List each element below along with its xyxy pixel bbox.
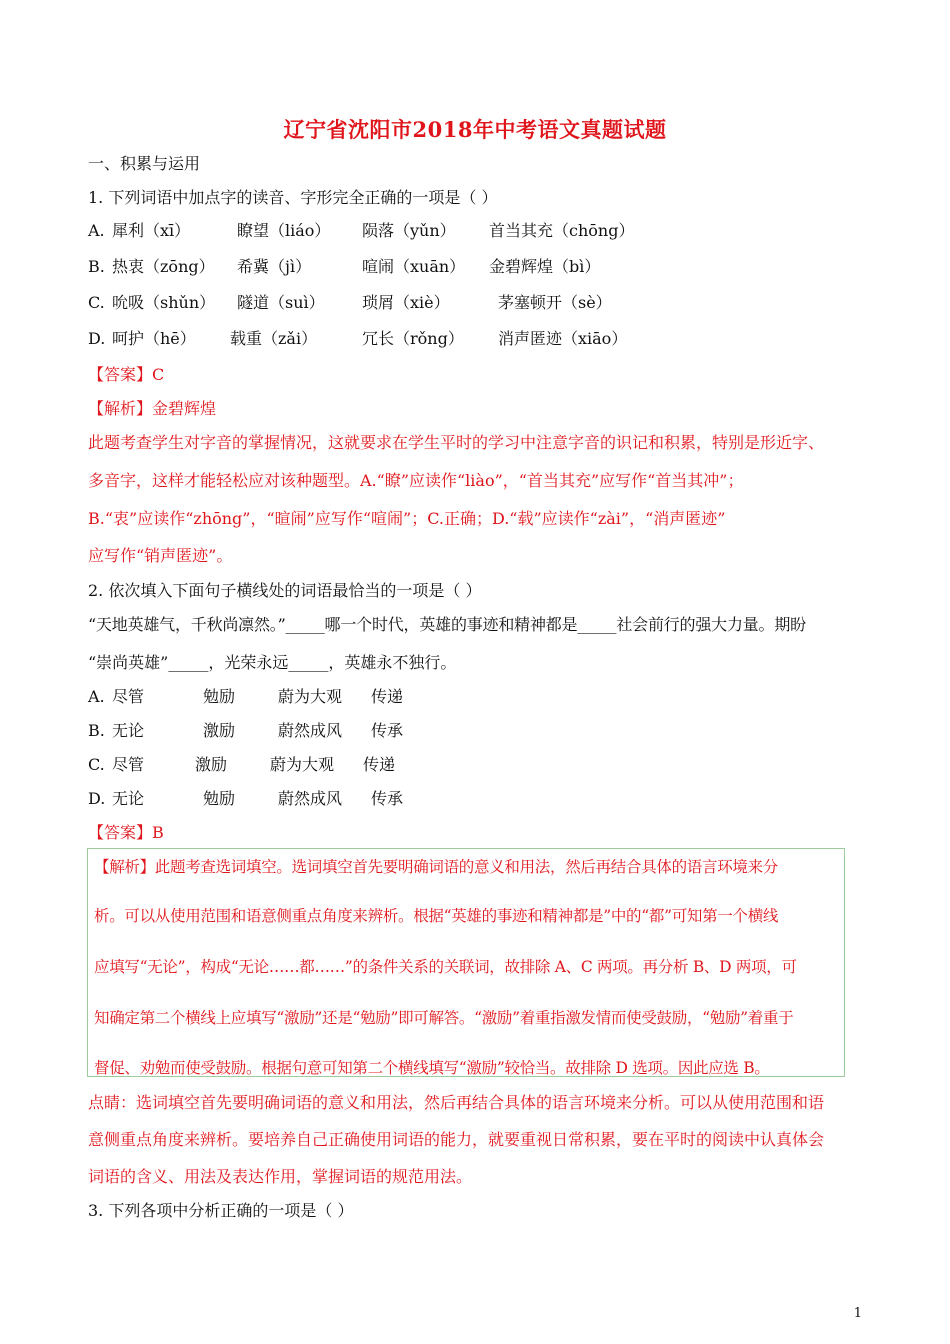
option-item: 冗长（rǒng） (362, 329, 464, 348)
question-1-answer: 【答案】C (88, 365, 165, 384)
option-item: 喧闹（xuān） (362, 257, 466, 276)
question-2-option-b (88, 720, 688, 742)
analysis-line: 应写作“销声匿迹”。 (88, 546, 233, 565)
option-item: 载重（zǎi） (230, 329, 318, 348)
option-item: 瞭望（liáo） (237, 221, 331, 240)
option-label: C. (88, 755, 105, 774)
option-item: 勉励 (203, 789, 236, 808)
question-1-option-d (88, 328, 788, 350)
option-item: 琐屑（xiè） (362, 293, 450, 312)
question-1-analysis-heading: 【解析】金碧辉煌 (88, 399, 217, 418)
option-item: 传递 (371, 687, 404, 706)
option-item: 尽管 (112, 687, 145, 706)
option-item: 传承 (371, 789, 404, 808)
analysis-box-line: 【解析】此题考查选词填空。选词填空首先要明确词语的意义和用法，然后再结合具体的语言环境来分 (94, 858, 779, 876)
option-item: 隧道（suì） (237, 293, 325, 312)
document-title: 辽宁省沈阳市2018年中考语文真题试题 (283, 117, 667, 142)
option-item: 陨落（yǔn） (362, 221, 456, 240)
section-heading: 一、积累与运用 (88, 154, 201, 173)
option-item: 消声匿迹（xiāo） (498, 329, 628, 348)
option-item: 蔚然成风 (278, 789, 343, 808)
option-item: 蔚为大观 (278, 687, 343, 706)
option-label: B. (88, 257, 105, 276)
option-item: 热衷（zōng） (112, 257, 215, 276)
option-item: 呵护（hē） (112, 329, 196, 348)
tip-line: 词语的含义、用法及表达作用，掌握词语的规范用法。 (88, 1167, 473, 1186)
question-1-option-b (88, 256, 788, 278)
analysis-box-line: 知确定第二个横线上应填写“激励”还是“勉励”即可解答。“激励”着重指激发情而使受鼓励，“勉励”着重于 (94, 1009, 794, 1027)
option-item: 传递 (363, 755, 396, 774)
option-label: D. (88, 329, 106, 348)
page-number: 1 (853, 1306, 862, 1321)
option-item: 蔚为大观 (270, 755, 335, 774)
analysis-box-line: 析。可以从使用范围和语意侧重点角度来辨析。根据“英雄的事迹和精神都是”中的“都”可知第一个横线 (94, 907, 779, 925)
analysis-box-line: 应填写“无论”，构成“无论……都……”的条件关系的关联词，故排除 A、C 两项。再分析 B、D 两项，可 (94, 958, 797, 976)
option-item: 金碧辉煌（bì） (489, 257, 601, 276)
question-2-answer: 【答案】B (88, 823, 164, 842)
option-item: 首当其充（chōng） (489, 221, 635, 240)
analysis-box-line: 督促、劝勉而使受鼓励。根据句意可知第二个横线填写“激励”较恰当。故排除 D 选项。因此应选 B。 (94, 1059, 770, 1077)
question-2-option-a (88, 686, 688, 708)
analysis-line: 多音字，这样才能轻松应对该种题型。A.“瞭”应读作“liào”，“首当其充”应写作“首当其冲”； (88, 471, 744, 490)
question-2-analysis-box (87, 848, 845, 1077)
option-label: A. (88, 221, 105, 240)
question-1-stem: 1. 下列词语中加点字的读音、字形完全正确的一项是（ ） (88, 188, 498, 207)
option-item: 尽管 (112, 755, 145, 774)
option-item: 无论 (112, 721, 145, 740)
option-item: 蔚然成风 (278, 721, 343, 740)
question-2-passage-line: “天地英雄气，千秋尚凛然。”_____哪一个时代，英雄的事迹和精神都是_____社会前行的强大力量。期盼 (88, 615, 806, 634)
option-label: B. (88, 721, 105, 740)
option-item: 茅塞顿开（sè） (498, 293, 612, 312)
option-item: 无论 (112, 789, 145, 808)
tip-line: 意侧重点角度来辨析。要培养自己正确使用词语的能力，就要重视日常积累，要在平时的阅读中认真体会 (88, 1130, 825, 1149)
question-3-stem: 3. 下列各项中分析正确的一项是（ ） (88, 1201, 354, 1220)
question-2-stem: 2. 依次填入下面句子横线处的词语最恰当的一项是（ ） (88, 581, 482, 600)
analysis-line: 此题考查学生对字音的掌握情况，这就要求在学生平时的学习中注意字音的识记和积累，特别是形近字、 (88, 433, 825, 452)
option-item: 激励 (203, 721, 236, 740)
option-item: 吮吸（shǔn） (112, 293, 216, 312)
option-item: 传承 (371, 721, 404, 740)
option-item: 希冀（jì） (237, 257, 312, 276)
analysis-line: B.“衷”应读作“zhōng”，“暄闹”应写作“喧闹”；C.正确；D.“载”应读作“zài”，“消声匿迹” (88, 509, 726, 528)
option-item: 勉励 (203, 687, 236, 706)
tip-line: 点睛：选词填空首先要明确词语的意义和用法，然后再结合具体的语言环境来分析。可以从使用范围和语 (88, 1093, 825, 1112)
question-2-option-d (88, 788, 688, 810)
question-1-option-c (88, 292, 788, 314)
question-1-option-a (88, 220, 788, 242)
option-label: A. (88, 687, 105, 706)
option-item: 激励 (195, 755, 228, 774)
option-label: D. (88, 789, 106, 808)
question-2-passage-line: “崇尚英雄”_____，光荣永远_____，英雄永不独行。 (88, 653, 457, 672)
option-label: C. (88, 293, 105, 312)
option-item: 犀利（xī） (112, 221, 191, 240)
question-2-option-c (88, 754, 688, 776)
